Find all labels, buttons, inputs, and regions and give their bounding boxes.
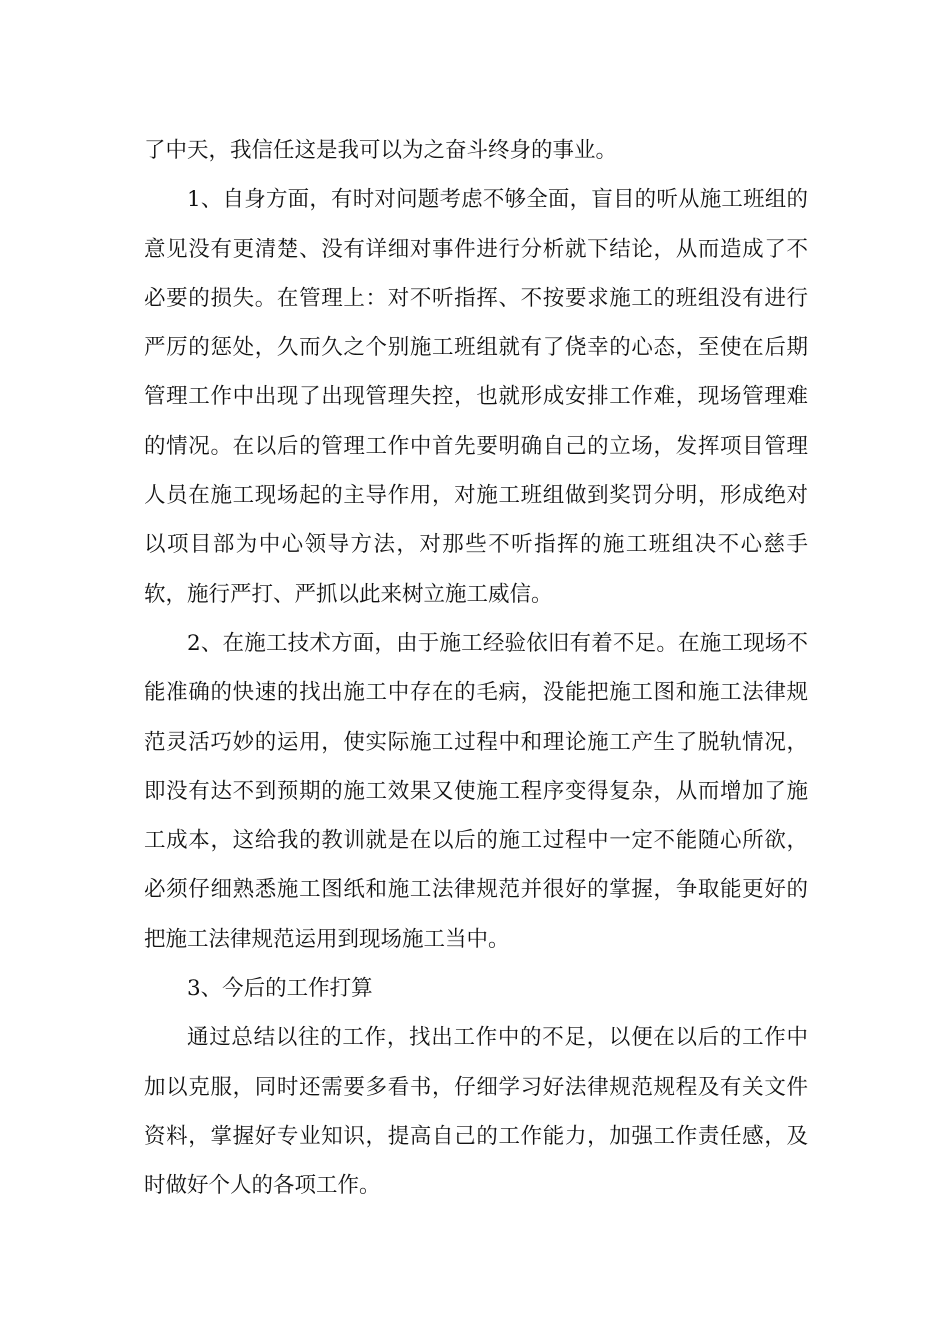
paragraph-self-aspect: 1、自身方面，有时对问题考虑不够全面，盲目的听从施工班组的意见没有更清楚、没有详细对事件进行分析就下结论，从而造成了不必要的损失。在管理上：对不听指挥、不按要求施工的班组没有进行严厉的惩处，久而久之个别施工班组就有了侥幸的心态，至使在后期管理工作中出现了出现管理失控，也就形成安排工作难，现场管理难的情况。在以后的管理工作中首先要明确自己的立场，发挥项目管理人员在施工现场起的主导作用，对施工班组做到奖罚分明，形成绝对以项目部为中心领导方法，对那些不听指挥的施工班组决不心慈手软，施行严打、严抓以此来树立施工威信。 (144, 187, 808, 607)
paragraph-future-plan: 通过总结以往的工作，找出工作中的不足，以便在以后的工作中加以克服，同时还需要多看书，仔细学习好法律规范规程及有关文件资料，掌握好专业知识，提高自己的工作能力，加强工作责任感，及时做好个人的各项工作。 (144, 1025, 808, 1199)
paragraph-future-plan-heading: 3、今后的工作打算 (187, 976, 373, 1002)
paragraph-continuation: 了中天，我信任这是我可以为之奋斗终身的事业。 (144, 138, 618, 163)
document-body (144, 126, 808, 1211)
paragraph-technical-aspect: 2、在施工技术方面，由于施工经验依旧有着不足。在施工现场不能准确的快速的找出施工中存在的毛病，没能把施工图和施工法律规范灵活巧妙的运用，使实际施工过程中和理论施工产生了脱轨情况，即没有达不到预期的施工效果又使施工程序变得复杂，从而增加了施工成本，这给我的教训就是在以后的施工过程中一定不能随心所欲，必须仔细熟悉施工图纸和施工法律规范并很好的掌握，争取能更好的把施工法律规范运用到现场施工当中。 (144, 630, 808, 952)
